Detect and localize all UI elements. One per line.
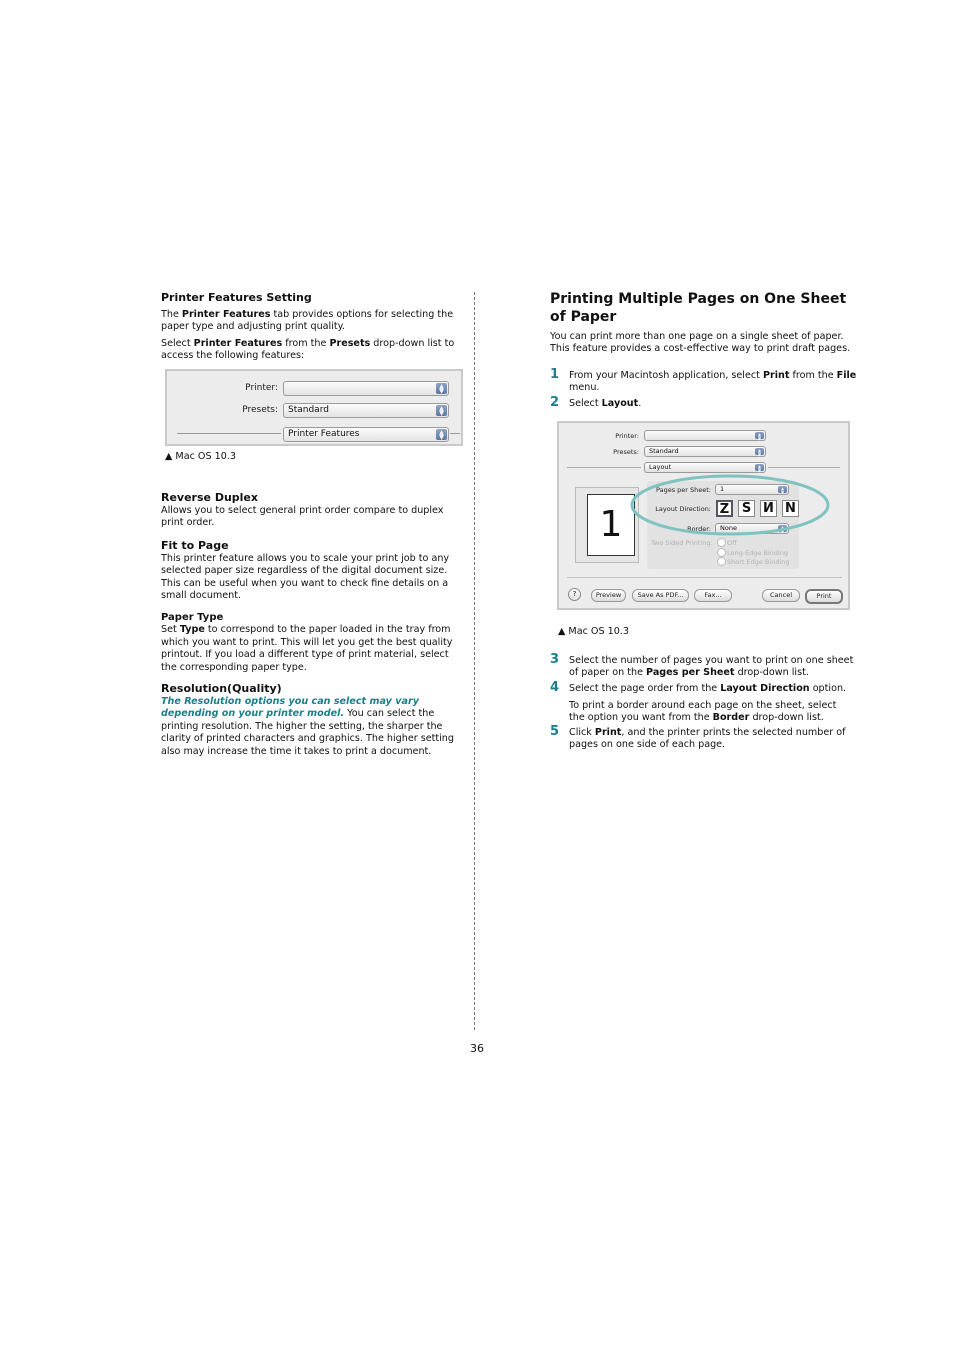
resolution-heading: Resolution(Quality) [161, 682, 282, 696]
layout-direction-label: Layout Direction: [655, 505, 711, 513]
step-3-number: 3 [550, 652, 560, 667]
stepper-icon: ▲ ▼ [436, 383, 447, 394]
section-title: Printing Multiple Pages on One Sheet of Paper [550, 291, 847, 325]
direction-s-icon[interactable]: S [738, 500, 755, 517]
printer-features-desc: The Printer Features tab provides options for selecting the paper type and adjusting print quality. [161, 309, 454, 333]
step-1-text: From your Macintosh application, select Print from the File menu. [569, 370, 857, 394]
printer-features-dialog [165, 369, 463, 446]
reverse-duplex-heading: Reverse Duplex [161, 491, 258, 504]
left-features [161, 491, 466, 758]
direction-z-icon[interactable]: Z [716, 500, 733, 517]
page-number: 36 [470, 1042, 484, 1055]
pages-per-sheet-label: Pages per Sheet: [655, 486, 711, 494]
resolution-note: The Resolution options you can select may vary depending on your printer model. [161, 696, 419, 720]
step-1-number: 1 [550, 367, 560, 382]
step-5-text: Click Print, and the printer prints the selected number of pages on one side of each page. [569, 727, 846, 751]
fax-button[interactable]: Fax... [694, 589, 732, 602]
stepper-icon: ▲ ▼ [436, 405, 447, 416]
right-caption: ▲ Mac OS 10.3 [558, 626, 629, 637]
separator-line [567, 467, 641, 468]
stepper-icon: ▲ ▼ [755, 464, 764, 471]
short-edge-label: Short Edge Binding [727, 558, 790, 566]
highlight-ellipse-shape [632, 476, 828, 534]
printer-select[interactable] [283, 381, 449, 396]
stepper-icon: ▲ ▼ [778, 525, 787, 532]
step-2-text: Select Layout. [569, 398, 642, 409]
step-3-text: Select the number of pages you want to print on one sheet of paper on the Pages per Sheet drop-down list. [569, 655, 854, 679]
long-edge-radio[interactable] [717, 548, 726, 557]
two-sided-off-label: Off [727, 539, 737, 547]
fit-to-page-body: This printer feature allows you to scale your print job to any selected paper size regardless of the digital document size. This can be useful when you want to check fine details on a small document. [161, 552, 450, 602]
section-intro: You can print more than one page on a single sheet of paper. This feature provides a cost-effective way to print draft pages. [550, 331, 851, 355]
printer-features-heading: Printer Features Setting [161, 291, 312, 304]
direction-vertical-n-icon[interactable]: И [760, 500, 777, 517]
presets-label: Presets: [242, 405, 278, 415]
paper-type-body: Set Type to correspond to the paper loaded in the tray from which you want to print. This will let you get the best quality printout. If you load a different type of print material, select the corresponding paper type. [161, 624, 453, 673]
separator-line [768, 467, 840, 468]
reverse-duplex-body: Allows you to select general print order compare to duplex print order. [161, 505, 444, 529]
column-divider [474, 292, 475, 1030]
stepper-icon: ▲ ▼ [436, 429, 447, 440]
preview-button[interactable]: Preview [591, 589, 626, 602]
pane-select[interactable]: Printer Features ▲ ▼ [283, 427, 449, 442]
layout-dialog [557, 421, 850, 610]
step-4-number: 4 [550, 680, 560, 695]
separator-line [177, 433, 281, 434]
fit-to-page-heading: Fit to Page [161, 538, 229, 552]
two-sided-off-radio[interactable] [717, 538, 726, 547]
printer-label: Printer: [615, 432, 639, 440]
stepper-icon: ▲ ▼ [755, 448, 764, 455]
border-label: Border: [687, 525, 711, 533]
help-button[interactable]: ? [568, 588, 581, 601]
long-edge-label: Long-Edge Binding [727, 549, 789, 557]
printer-features-select: Select Printer Features from the Presets drop-down list to access the following features: [161, 337, 455, 362]
step-2-number: 2 [550, 395, 560, 410]
page-preview: 1 [587, 494, 635, 556]
presets-select[interactable]: Standard ▲ ▼ [283, 403, 449, 418]
left-column [161, 291, 466, 363]
left-caption: ▲ Mac OS 10.3 [165, 451, 236, 462]
two-sided-label: Two Sided Printing: [651, 539, 713, 547]
separator-line [567, 577, 842, 578]
resolution-body: The Resolution options you can select may vary depending on your printer model. You can select the printing resolution. The higher the setting, the sharper the clarity of printed characters and graphics. The higher setting also may increase the time it takes to print a document. [161, 696, 454, 757]
save-as-pdf-button[interactable]: Save As PDF... [632, 589, 689, 602]
pages-per-sheet-select[interactable]: 1 ▲ ▼ [715, 484, 789, 495]
border-select[interactable]: None ▲ ▼ [715, 523, 789, 534]
stepper-icon: ▲ ▼ [778, 486, 787, 493]
highlight-ellipse [629, 473, 831, 537]
printer-select[interactable] [644, 430, 766, 441]
step-4-text: Select the page order from the Layout Direction option. [569, 683, 847, 694]
pane-select[interactable]: Layout ▲ ▼ [644, 462, 766, 473]
presets-select[interactable]: Standard ▲ ▼ [644, 446, 766, 457]
paper-type-heading: Paper Type [161, 612, 224, 624]
print-button[interactable]: Print [805, 589, 843, 604]
stepper-icon: ▲ ▼ [755, 432, 764, 439]
direction-n-icon[interactable]: N [782, 500, 799, 517]
cancel-button[interactable]: Cancel [762, 589, 800, 602]
presets-label: Presets: [613, 448, 639, 456]
printer-label: Printer: [245, 383, 278, 393]
step-4-border-note: To print a border around each page on the sheet, select the option you want from the Border drop-down list. [569, 700, 837, 724]
step-5-number: 5 [550, 724, 560, 739]
separator-line [450, 433, 460, 434]
short-edge-radio[interactable] [717, 557, 726, 566]
